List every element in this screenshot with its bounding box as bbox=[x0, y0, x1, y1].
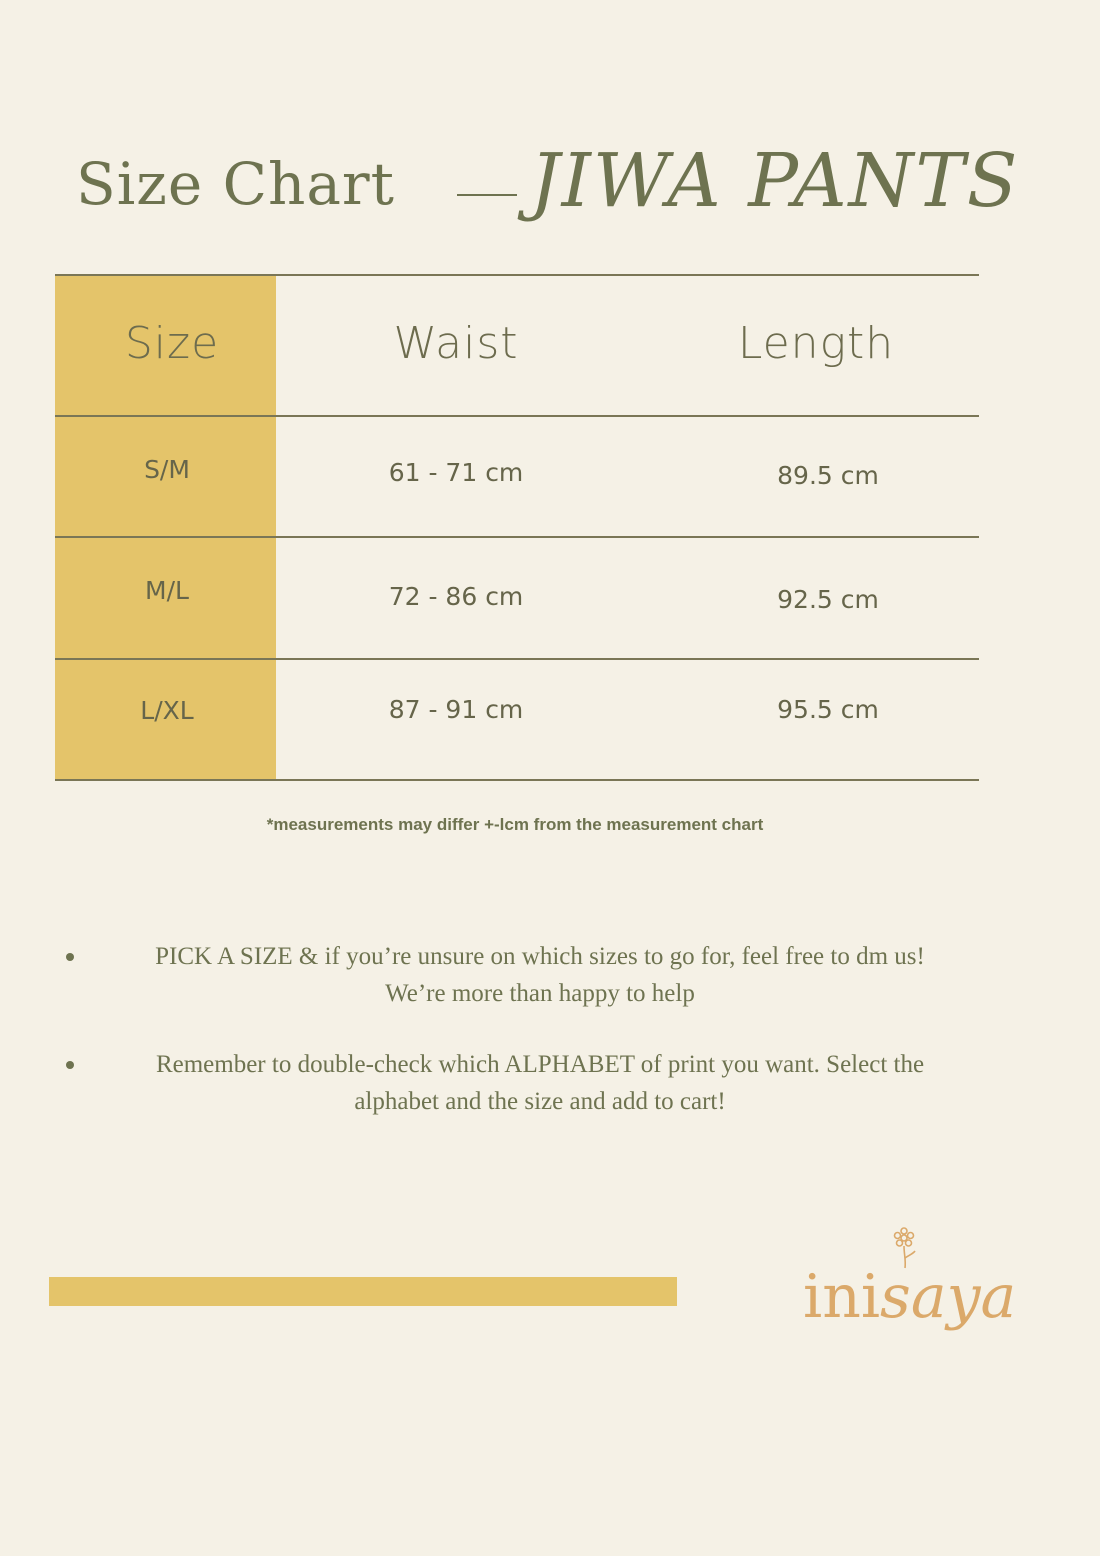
column-header-length: Length bbox=[737, 318, 895, 369]
waist-cell: 72 - 86 cm bbox=[388, 582, 524, 611]
bullet-line: We’re more than happy to help bbox=[385, 980, 695, 1007]
product-name: JIWA PANTS bbox=[530, 138, 1020, 224]
table-divider bbox=[55, 779, 979, 781]
column-header-size: Size bbox=[124, 318, 220, 369]
list-item bbox=[90, 1046, 990, 1120]
bullet-dot bbox=[66, 1061, 74, 1069]
page-title: Size Chart bbox=[76, 150, 395, 218]
length-cell: 89.5 cm bbox=[777, 461, 879, 490]
size-cell: L/XL bbox=[140, 696, 194, 725]
table-divider bbox=[55, 274, 979, 276]
title-dash bbox=[457, 194, 517, 196]
bullet-line: Remember to double-check which ALPHABET of print you want. Select the bbox=[155, 1051, 925, 1078]
list-item bbox=[90, 938, 990, 1012]
column-header-waist: Waist bbox=[393, 318, 519, 369]
table-divider bbox=[55, 658, 979, 660]
size-cell: M/L bbox=[145, 576, 189, 605]
size-cell: S/M bbox=[144, 455, 190, 484]
decorative-bar bbox=[49, 1277, 677, 1306]
length-cell: 95.5 cm bbox=[777, 695, 879, 724]
length-cell: 92.5 cm bbox=[777, 585, 879, 614]
table-divider bbox=[55, 536, 979, 538]
waist-cell: 87 - 91 cm bbox=[388, 695, 524, 724]
table-divider bbox=[55, 415, 979, 417]
brand-logo-part1: ini bbox=[803, 1262, 881, 1332]
bullet-line: alphabet and the size and add to cart! bbox=[354, 1088, 726, 1115]
brand-logo-part2: saya bbox=[880, 1262, 1017, 1332]
brand-logo bbox=[803, 1262, 1016, 1332]
bullet-dot bbox=[66, 953, 74, 961]
measurement-note: *measurements may differ +-lcm from the measurement chart bbox=[266, 815, 764, 834]
bullet-line: PICK A SIZE & if you’re unsure on which sizes to go for, feel free to dm us! bbox=[155, 943, 925, 970]
waist-cell: 61 - 71 cm bbox=[388, 458, 524, 487]
